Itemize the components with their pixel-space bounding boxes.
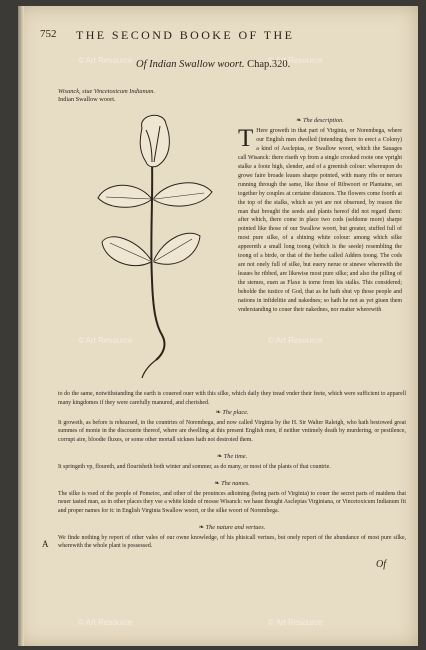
nature-text: We finde nothing by report of other vales of our owne knowledge, of his phisicall vertues, but onely report of the abundance of most pure silke, wherewith the whole plant is possessed. <box>58 534 406 550</box>
watermark: © Art Resource <box>268 56 323 65</box>
description-continuation: to do the same, notwithstanding the earth is couered ouer with this silke, which daily they tread vnder their feete, which were sufficient to apparell many kingdomes if they were carefully manured, and cherished. <box>58 391 406 406</box>
running-head: THE SECOND BOOKE OF THE <box>76 28 295 42</box>
place-heading: ❧ The place. <box>215 409 249 416</box>
time-text: It springeth vp, floureth, and flourisheth both winter and sommer, as do many, or most of the plants of that countrie. <box>58 463 331 470</box>
margin-note: A <box>42 539 49 549</box>
asterism-icon: ❧ <box>215 409 223 416</box>
asterism-icon: ❧ <box>198 524 206 531</box>
description-text: Here groweth in that part of Virginia, or Norembega, where our English men dwelled (intending there to erect a Colony) a kind of Asclepias, or Swallow woort, which the Sauages call Wisanck: there riseth vp from a single crooked roote one vpright stalke a foote high, slender, and of a greenish colour: whereupon do growe faire broade leaues sharpe pointed, with many ribs or nerues running through the same, like those of Ribwoort or Plantaine, set together by couples at certaine distances. The flowers come foorth at the top of the stalks, which as yet are not obserued, by reason the man that brought the seeds and plants hereof did not regard them: after which, there come in place two cods (seldome more) sharpe pointed like those of our Swallow woort, but greater, stuffed full of most pure silke, of a shining white colour: among which silke appeereth a small long toong (which is the seede) resembling the toong of a birde, or that of the herbe called Adders toong. The cods are not onely full of silke, but euery nerue or sinewe wherewith the leaues be ribbed, are likewise most pure silke; and also the pilling of the stemes, euen as Flaxe is torne from his stalks. This considered; beholde the iustice of God, that as he hath shut vp those people and nations in infidelitie and nakednes; so hath he not as yet giuen them vnderstanding to couer their nakednes, nor matter wherewith <box>238 127 402 314</box>
page-gutter <box>18 6 24 646</box>
time-section <box>58 452 406 471</box>
watermark: © Art Resource <box>78 56 133 65</box>
names-section <box>58 479 406 515</box>
page-number: 752 <box>40 28 57 40</box>
asterism-icon: ❧ <box>214 480 222 487</box>
chapter-title-text: Of Indian Swallow woort. <box>136 59 245 70</box>
watermark: © Art Resource <box>268 336 323 345</box>
names-heading: ❧ The names. <box>214 480 250 487</box>
time-heading: ❧ The time. <box>216 453 248 460</box>
asterism-icon: ❧ <box>216 453 224 460</box>
book-page <box>18 6 418 646</box>
watermark: © Art Resource <box>268 618 323 627</box>
nature-section <box>58 523 406 551</box>
figure-caption <box>58 88 238 104</box>
watermark: © Art Resource <box>78 336 133 345</box>
description-heading: ❧ The description. <box>296 117 344 124</box>
place-text: It groweth, as before is rehearsed, in the countries of Norembega, and now called Virginia by the H. Sir Walter Raleigh, who hath bestowed great summes of monie in the discouerie thereof, where are dwelling at this present English men, if neither vntimely death by murdering, or pestilence, corrupt aire, bloodie fluxes, or some other mortall sicknes hath not destroied them. <box>58 419 406 443</box>
figure-caption-english: Indian Swallow woort. <box>58 96 116 103</box>
nature-heading: ❧ The nature and vertues. <box>198 524 266 531</box>
place-section <box>58 408 406 444</box>
names-text: The silke is vsed of the people of Pomeioc, and other of the prouinces adioining (being parts of Virginia) to couer the secret parts of maidens that neuer tasted man, as in other places they vse a white kinde of mosse Wisanck: we haue thought Asclepias Virginiana, or Vincetoxicum Indianum fit and proper names for it: in English Virginia Swallow woort, or the silke woort of Norembega. <box>58 490 406 514</box>
catch-word: Of <box>376 559 386 570</box>
asterism-icon: ❧ <box>296 117 303 124</box>
drop-cap: T <box>238 124 254 152</box>
description-column <box>238 116 402 315</box>
watermark: © Art Resource <box>78 618 133 627</box>
chapter-number: Chap.320. <box>247 59 291 70</box>
figure-caption-latin: Wisanck, siue Vincetoxicum Indianum. <box>58 88 155 95</box>
